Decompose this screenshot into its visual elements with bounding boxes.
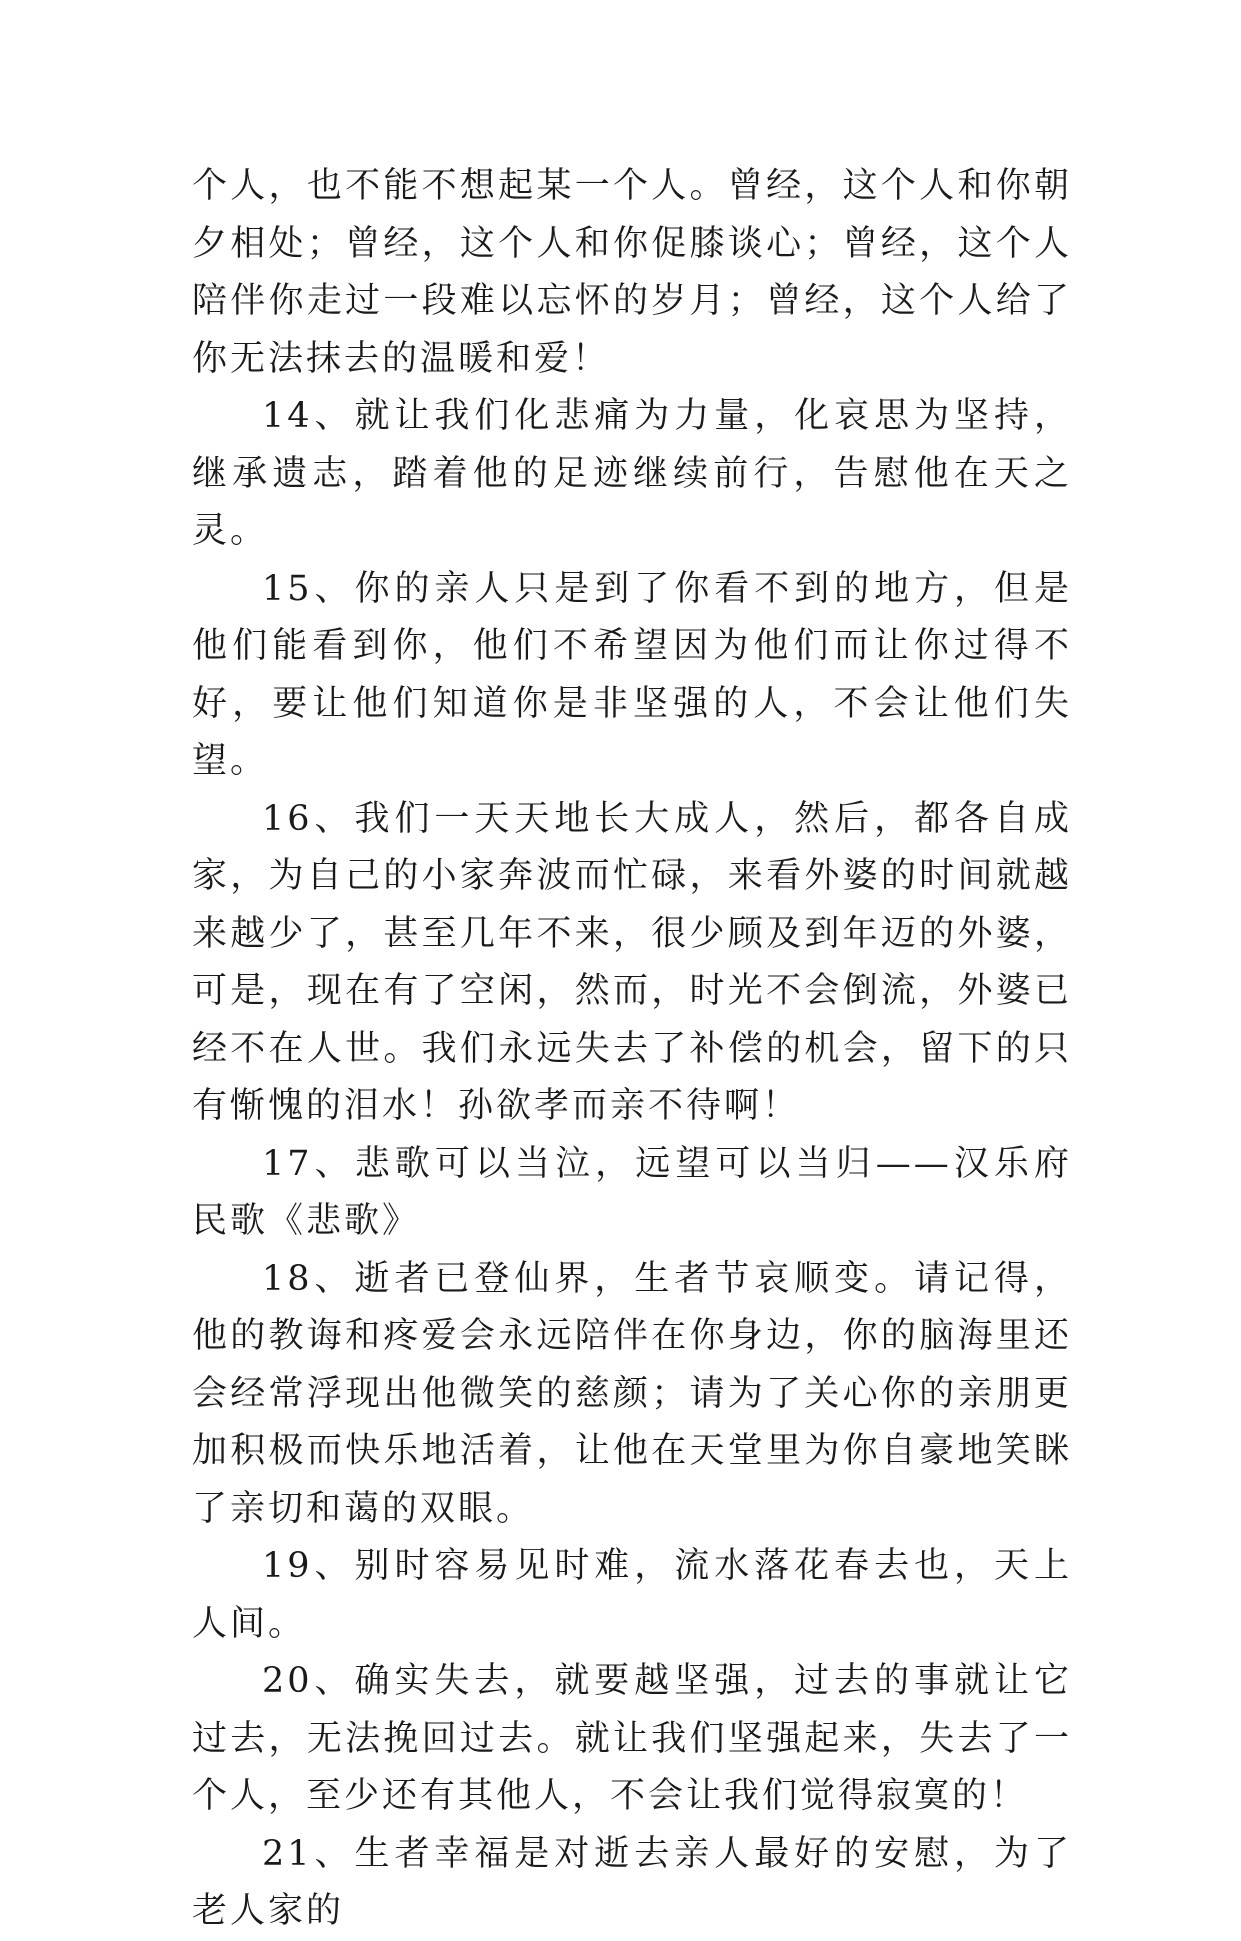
paragraph-21: 21、生者幸福是对逝去亲人最好的安慰，为了老人家的: [192, 1833, 1072, 1931]
paragraph-continued: 个人，也不能不想起某一个人。曾经，这个人和你朝夕相处；曾经，这个人和你促膝谈心；曾经，这个人陪伴你走过一段难以忘怀的岁月；曾经，这个人给了你无法抹去的温暖和爱！: [192, 166, 1072, 379]
paragraph-18: 18、逝者已登仙界，生者节哀顺变。请记得，他的教诲和疼爱会永远陪伴在你身边，你的脑海里还会经常浮现出他微笑的慈颜；请为了关心你的亲朋更加积极而快乐地活着，让他在天堂里为你自豪地笑眯了亲切和蔼的双眼。: [192, 1258, 1072, 1529]
paragraph-16: 16、我们一天天地长大成人，然后，都各自成家，为自己的小家奔波而忙碌，来看外婆的时间就越来越少了，甚至几年不来，很少顾及到年迈的外婆，可是，现在有了空闲，然而，时光不会倒流，外婆已经不在人世。我们永远失去了补偿的机会，留下的只有惭愧的泪水！孙欲孝而亲不待啊！: [192, 798, 1072, 1126]
paragraph-15: 15、你的亲人只是到了你看不到的地方，但是他们能看到你，他们不希望因为他们而让你过得不好，要让他们知道你是非坚强的人，不会让他们失望。: [192, 568, 1072, 781]
paragraph-14: 14、就让我们化悲痛为力量，化哀思为坚持，继承遗志，踏着他的足迹继续前行，告慰他在天之灵。: [192, 396, 1072, 551]
paragraph-20: 20、确实失去，就要越坚强，过去的事就让它过去，无法挽回过去。就让我们坚强起来，失去了一个人，至少还有其他人，不会让我们觉得寂寞的！: [192, 1661, 1072, 1816]
document-body: [192, 158, 1072, 1941]
paragraph-17: 17、悲歌可以当泣，远望可以当归——汉乐府民歌《悲歌》: [192, 1143, 1072, 1241]
paragraph-19: 19、别时容易见时难，流水落花春去也，天上人间。: [192, 1546, 1072, 1644]
